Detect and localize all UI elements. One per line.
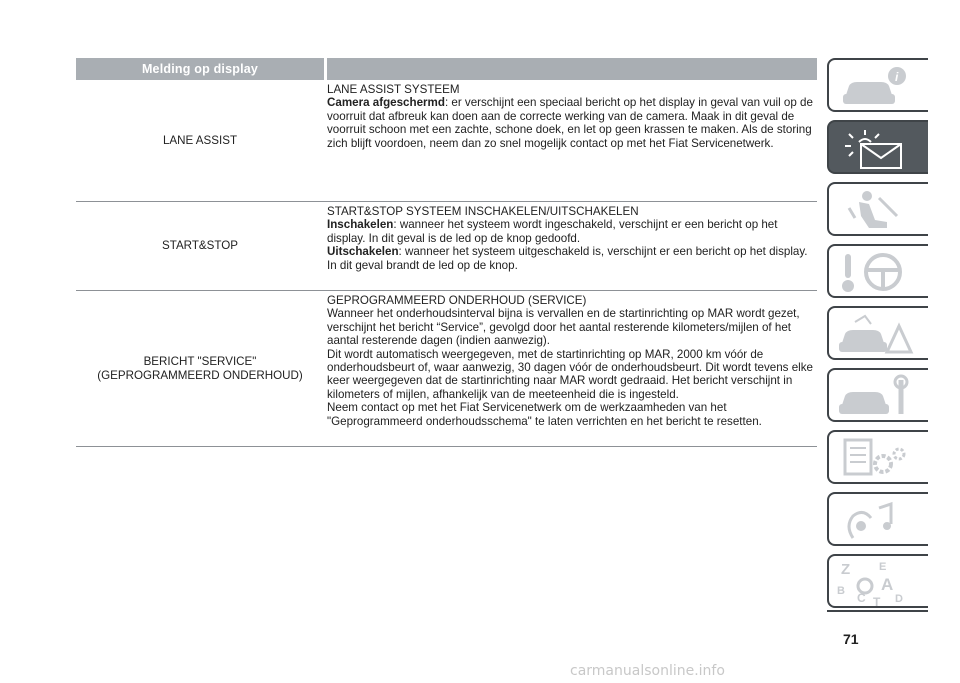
row-label: START&STOP <box>161 239 239 253</box>
music-nav-icon <box>835 498 925 544</box>
key-steering-wheel-icon <box>835 250 925 296</box>
row-paragraph: Wanneer het onderhoudsinterval bijna is vervallen en de startinrichting op MAR wordt gezet, verschijnt het bericht “Service”, gevolgd door het aantal resterende kilometers/mijlen of het aantal resterende dagen (indien aanwezig). <box>327 307 800 348</box>
tab-safety[interactable] <box>827 182 928 236</box>
row-paragraph <box>327 96 817 150</box>
tab-divider <box>827 610 928 612</box>
svg-text:i: i <box>895 70 899 84</box>
tab-multimedia[interactable] <box>827 492 928 546</box>
alphabetical-index-icon <box>835 560 925 606</box>
page-number: 71 <box>843 631 859 647</box>
spec-sheet-gear-icon <box>835 436 925 482</box>
warning-light-envelope-icon <box>835 126 925 172</box>
row-text: : wanneer het systeem uitgeschakeld is, verschijnt er een bericht op het display. In dit geval brandt de led op de knop. <box>327 245 808 272</box>
tab-car-info[interactable] <box>827 58 928 112</box>
index-letter: C <box>857 591 866 605</box>
row-description <box>327 202 817 290</box>
header-display-message: Melding op display <box>76 58 324 80</box>
seat-airbag-icon <box>835 188 925 234</box>
header-description <box>327 58 817 80</box>
table-header <box>76 58 817 80</box>
index-letter: Z <box>841 561 851 578</box>
tab-maintenance[interactable] <box>827 368 928 422</box>
tab-index[interactable] <box>827 554 928 608</box>
row-text: : er verschijnt een speciaal bericht op het display in geval van vuil op de voorruit dat afbreuk kan doen aan de correcte werking van de camera. Maak in dit geval de voorruit schoon met een zachte, schone doek, en let op geen krassen te maken. Als de storing zich blijft voordoen, neem dan zo snel mogelijk contact op met het Fiat Servicenetwerk. <box>327 96 813 150</box>
index-letter: A <box>881 575 894 594</box>
row-paragraph <box>327 245 817 272</box>
row-paragraph: Dit wordt automatisch weergegeven, met de startinrichting op MAR, 2000 km vóór de onderhoudsbeurt of, waar aanwezig, 30 dagen vóór de onderhoudsbeurt. Dit wordt tevens elke keer weergegeven dat de startinrichting naar MAR wordt gedraaid. Het bericht verschijnt in kilometers of mijlen, afhankelijk van de meeteenheid die is ingesteld. <box>327 347 813 401</box>
index-letter: T <box>873 595 881 606</box>
table-row <box>76 202 817 291</box>
tab-technical-data[interactable] <box>827 430 928 484</box>
table-row <box>76 80 817 202</box>
row-description <box>327 80 817 201</box>
index-letter: B <box>837 585 845 597</box>
car-breakdown-warning-icon <box>835 312 925 358</box>
table-row <box>76 291 817 447</box>
watermark: carmanualsonline.info <box>570 663 725 679</box>
message-table <box>76 58 817 447</box>
car-info-icon <box>835 64 925 110</box>
tab-warning-lights[interactable] <box>827 120 928 174</box>
row-title: GEPROGRAMMEERD ONDERHOUD (SERVICE) <box>327 294 587 307</box>
row-paragraph <box>327 218 817 245</box>
car-wrench-icon <box>835 374 925 420</box>
index-letter: E <box>879 561 887 573</box>
tab-emergency[interactable] <box>827 306 928 360</box>
row-label: BERICHT "SERVICE" (GEPROGRAMMEERD ONDERHOUD) <box>97 355 303 382</box>
row-description <box>327 291 817 446</box>
row-bold-term: Inschakelen <box>327 218 394 232</box>
index-letter: D <box>895 593 903 605</box>
row-text: : wanneer het systeem wordt ingeschakeld, verschijnt er een bericht op het display. In dit geval is de led op de knop gedoofd. <box>327 218 778 245</box>
row-paragraph: Neem contact op met het Fiat Servicenetwerk om de werkzaamheden van het "Geprogrammeerd onderhoudsschema" te laten verrichten en het bericht te resetten. <box>327 401 762 428</box>
row-title: START&STOP SYSTEEM INSCHAKELEN/UITSCHAKELEN <box>327 205 639 218</box>
row-bold-term: Camera afgeschermd <box>327 96 445 110</box>
row-label: LANE ASSIST <box>162 133 238 147</box>
row-title: LANE ASSIST SYSTEEM <box>327 83 460 96</box>
tab-starting-driving[interactable] <box>827 244 928 298</box>
row-bold-term: Uitschakelen <box>327 245 399 259</box>
